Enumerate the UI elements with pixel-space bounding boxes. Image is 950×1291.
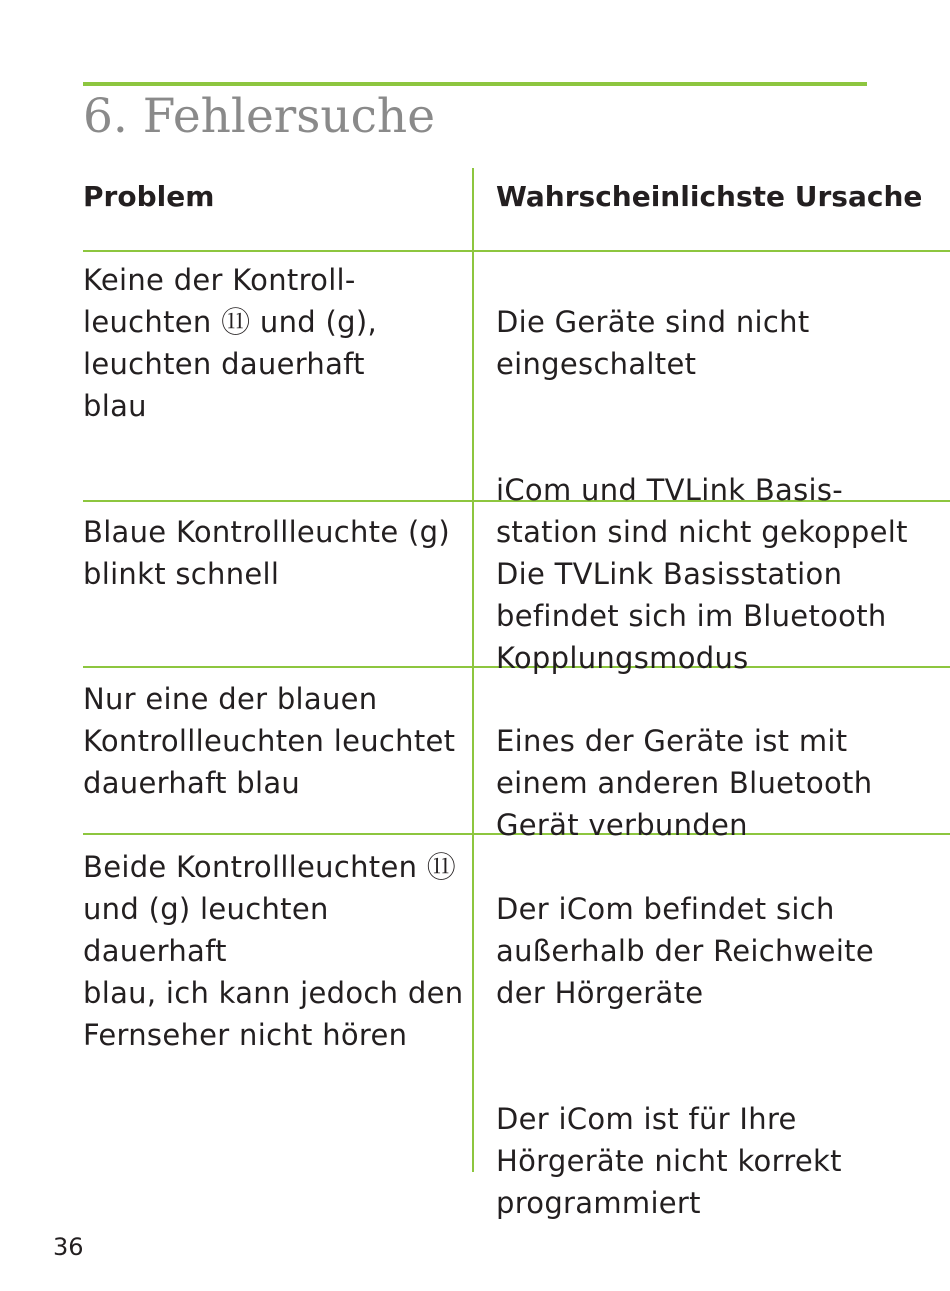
row-4-problem: Beide Kontrollleuchten ⑪ und (g) leuchten dauerhaft blau, ich kann jedoch den Fernseher nicht hören [83, 850, 464, 1052]
row-2-problem: Blaue Kontrollleuchte (g) blinkt schnell [83, 515, 450, 591]
row-4-causes [496, 846, 946, 1266]
row-1-cause-1: Die Geräte sind nicht eingeschaltet [496, 305, 810, 381]
page-number: 36 [53, 1233, 84, 1261]
column-divider [472, 168, 474, 1172]
header-problem: Problem [83, 180, 215, 213]
row-1-cause-2: iCom und TVLink Basis- station sind nicht gekoppelt [496, 473, 908, 549]
header-divider [83, 250, 950, 252]
row-2-cause-1: Die TVLink Basisstation befindet sich im Bluetooth Kopplungsmodus [496, 557, 887, 675]
row-4-cause-2: Der iCom ist für Ihre Hörgeräte nicht korrekt programmiert [496, 1102, 842, 1220]
row-3-problem: Nur eine der blauen Kontrollleuchten leuchtet dauerhaft blau [83, 682, 456, 800]
row-1-problem: Keine der Kontroll- leuchten ⑪ und (g), leuchten dauerhaft blau [83, 263, 377, 423]
row-3-cause-1: Eines der Geräte ist mit einem anderen Bluetooth Gerät verbunden [496, 724, 873, 842]
page-title: 6. Fehlersuche [83, 89, 436, 144]
row-4-cause-1: Der iCom befindet sich außerhalb der Reichweite der Hörgeräte [496, 892, 874, 1010]
header-cause: Wahrscheinlichste Ursache [496, 180, 923, 213]
